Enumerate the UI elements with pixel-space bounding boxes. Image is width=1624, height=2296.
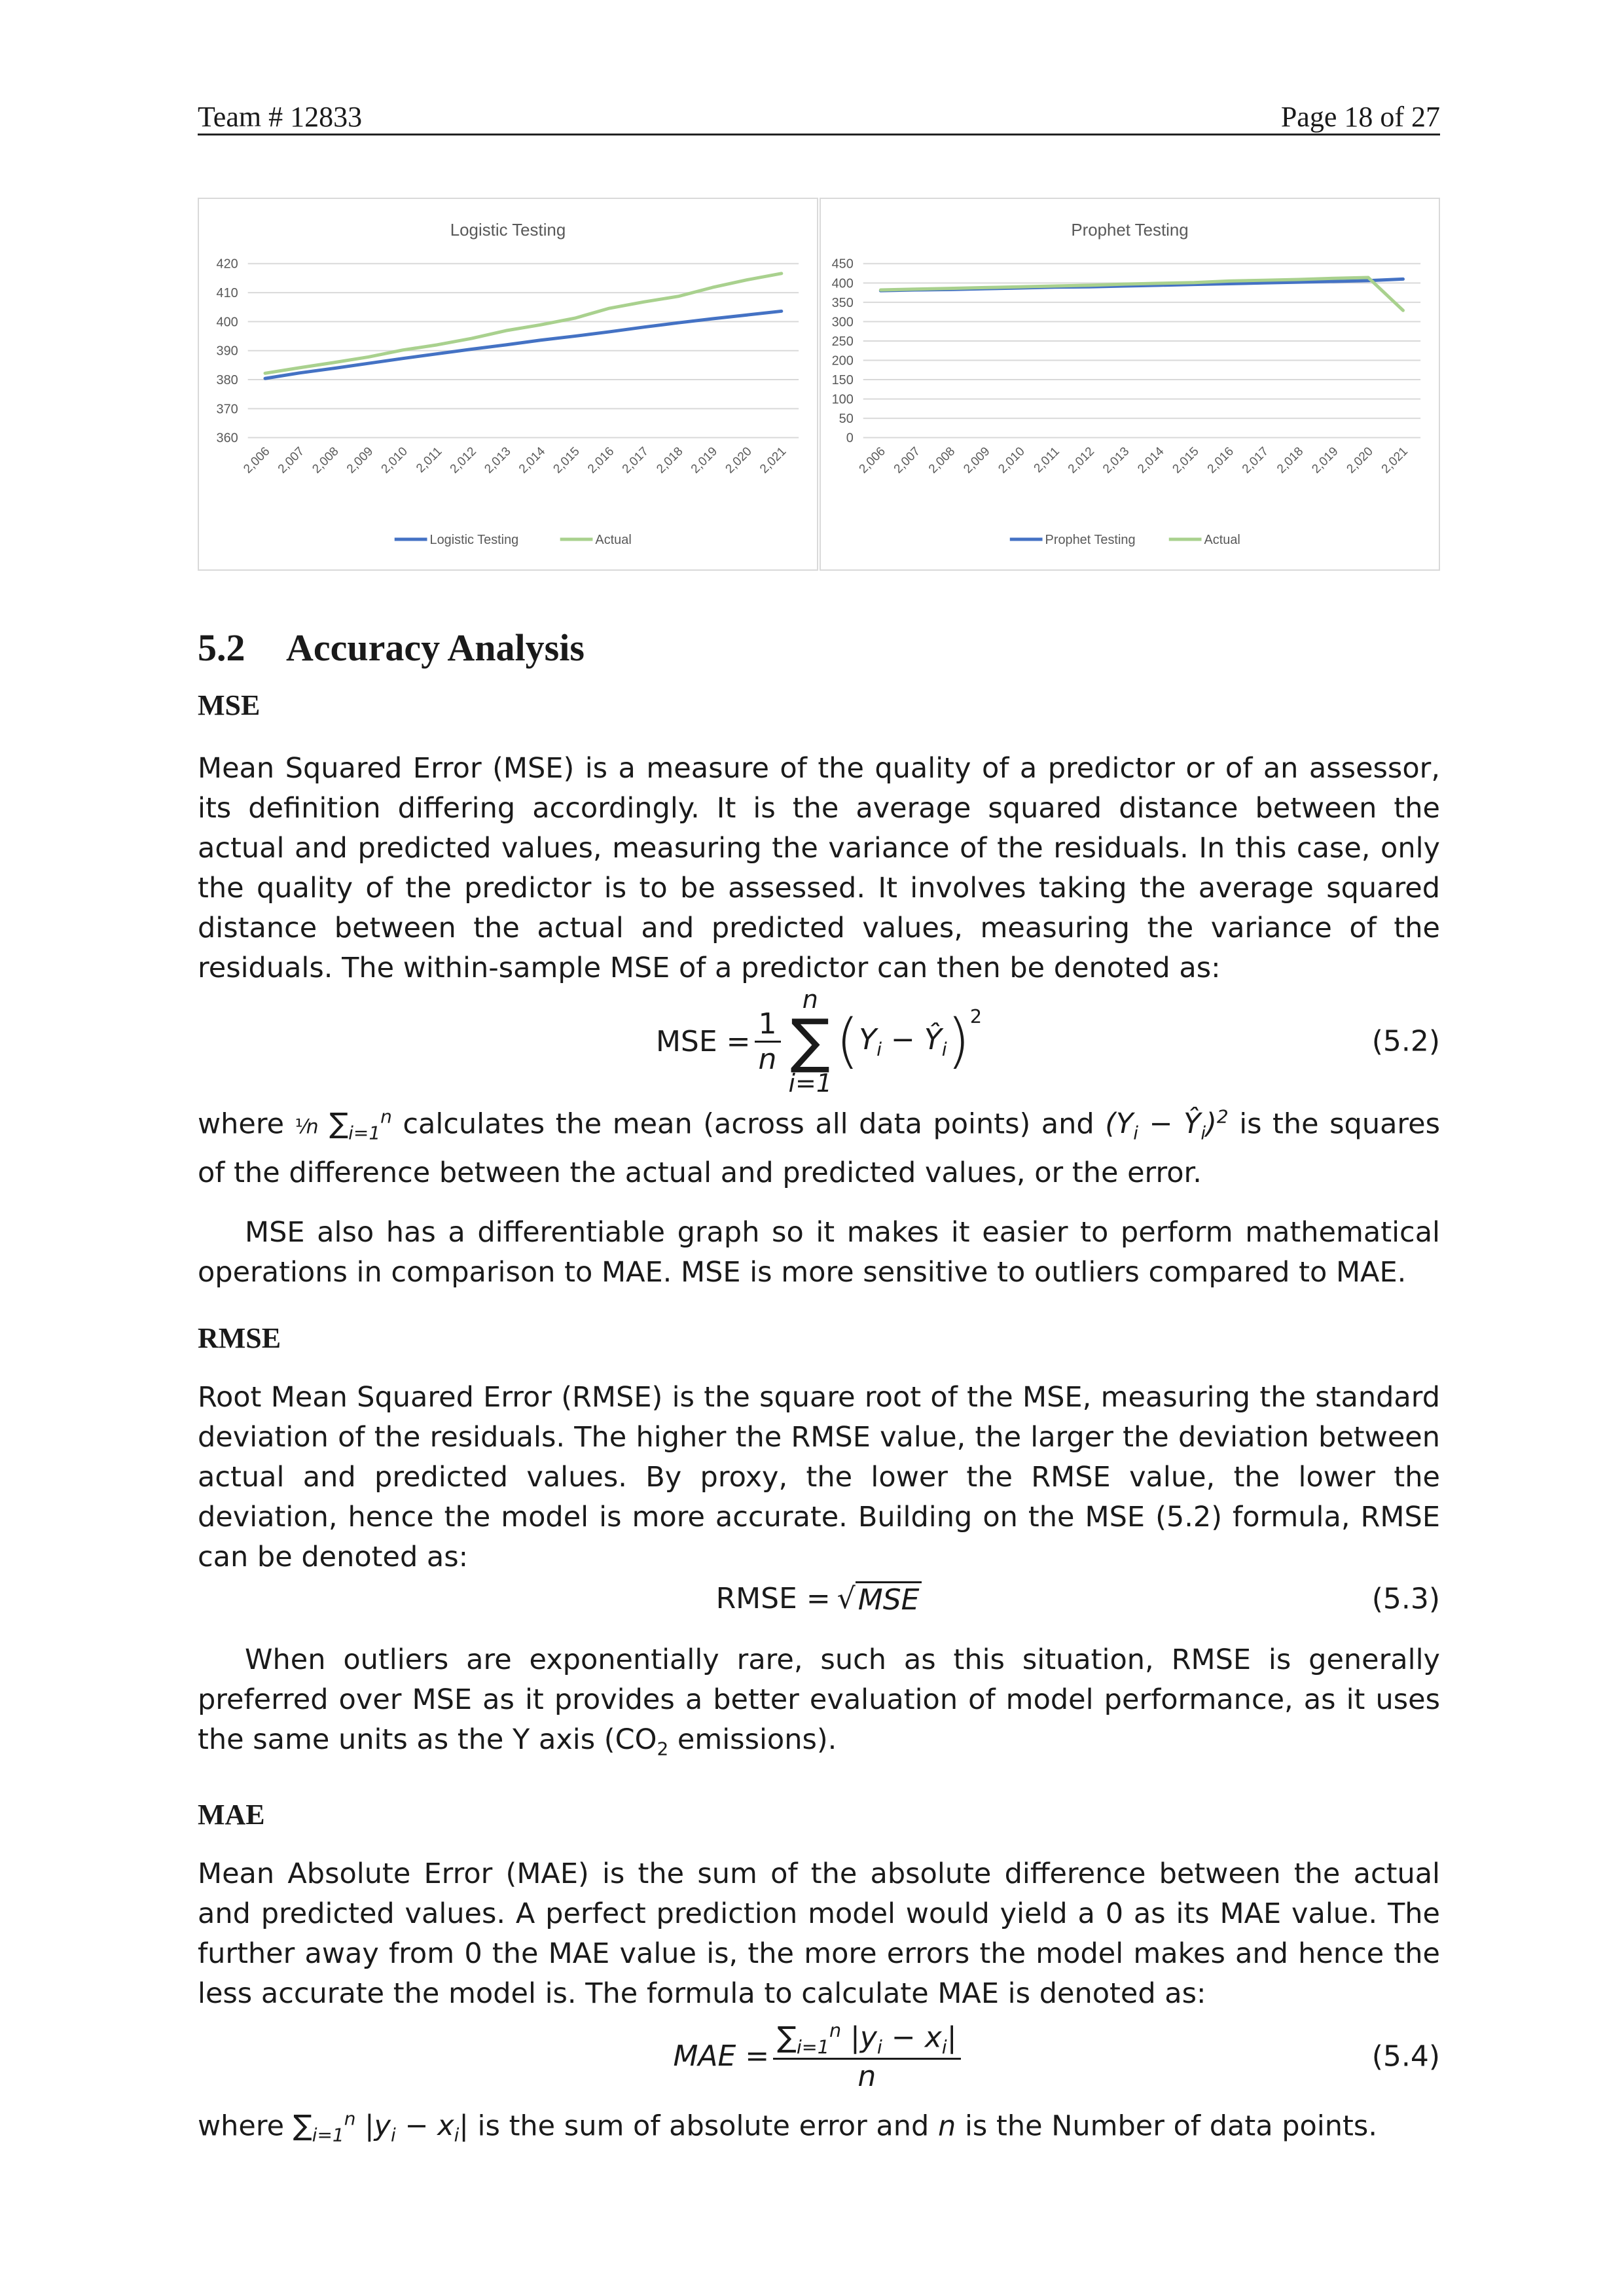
x-tick-label: 2,019 <box>688 444 721 476</box>
x-tick-label: 2,015 <box>550 444 583 476</box>
logistic-chart <box>198 198 818 571</box>
equation-tag-5-4: (5.4) <box>1371 2039 1440 2073</box>
y-tick-label: 250 <box>831 334 854 349</box>
x-tick-label: 2,014 <box>1135 444 1167 476</box>
y-tick-label: 370 <box>216 402 238 417</box>
x-tick-label: 2,012 <box>447 444 480 476</box>
x-tick-label: 2,008 <box>310 444 342 476</box>
y-tick-label: 410 <box>216 286 238 301</box>
x-tick-label: 2,011 <box>414 444 445 476</box>
x-tick-label: 2,006 <box>241 444 273 476</box>
x-tick-label: 2,009 <box>961 444 993 476</box>
y-tick-label: 380 <box>216 373 238 387</box>
chart-title: Logistic Testing <box>450 221 566 240</box>
logistic-chart-svg <box>199 199 817 569</box>
x-tick-label: 2,009 <box>344 444 376 476</box>
legend-label: Actual <box>1204 532 1240 547</box>
x-tick-label: 2,014 <box>516 444 549 476</box>
prophet-chart-svg <box>821 199 1439 569</box>
equation-5-4 <box>198 2014 1440 2099</box>
legend-label: Logistic Testing <box>429 532 519 547</box>
x-tick-label: 2,010 <box>378 444 410 476</box>
series-line-actual <box>265 274 782 373</box>
x-tick-label: 2,015 <box>1170 444 1202 476</box>
mae-eq-fraction: $\frac{\sum_{i=1}^n |y_i - x_i|}{n}$ <box>773 2019 960 2093</box>
x-tick-label: 2,012 <box>1065 444 1098 476</box>
team-number: Team # 12833 <box>198 101 363 133</box>
mse-heading: MSE <box>198 689 261 721</box>
mse-eq-fraction: $\frac{1}{n}$ <box>755 1007 781 1076</box>
y-tick-label: 0 <box>846 431 854 446</box>
y-tick-label: 50 <box>839 412 854 427</box>
y-tick-label: 300 <box>831 315 854 330</box>
y-tick-label: 350 <box>831 295 854 310</box>
mae-where-paragraph: where $\sum_{i=1}^n$ $|y_i - x_i|$ is the sum of absolute error and n is the Number of data points. <box>198 2108 1377 2146</box>
section-title: Accuracy Analysis <box>286 626 585 669</box>
mae-paragraph-1: Mean Absolute Error (MAE) is the sum of the absolute difference between the actual and predicted values. A perfect prediction model would yield a 0 as its MAE value. The further away from 0 the MAE value is, the more errors the model makes and hence the less accurate the model is. The formula to calculate MAE is denoted as: <box>198 1857 1440 2010</box>
y-tick-label: 360 <box>216 431 238 446</box>
x-tick-label: 2,011 <box>1031 444 1062 476</box>
sum-operator: n ∑ i=1 <box>788 985 833 1098</box>
y-tick-label: 100 <box>831 392 854 407</box>
chart-title: Prophet Testing <box>1071 221 1189 240</box>
x-tick-label: 2,018 <box>1274 444 1307 476</box>
rmse-eq-lhs: RMSE = <box>715 1582 831 1616</box>
legend-label: Prophet Testing <box>1045 532 1136 547</box>
mse-eq-lhs: MSE = <box>655 1024 751 1058</box>
section-heading <box>198 622 1440 674</box>
equation-5-3: RMSE = √ MSE (5.3) <box>715 1582 1440 1617</box>
equation-tag-5-2: (5.2) <box>1371 1024 1440 1058</box>
x-tick-label: 2,013 <box>1100 444 1132 476</box>
x-tick-label: 2,008 <box>926 444 958 476</box>
header-rule <box>198 134 1440 135</box>
rmse-paragraph-2: When outliers are exponentially rare, such as this situation, RMSE is generally preferred over MSE as it provides a better evaluation of model performance, as it uses the same units as the Y axis ($CO_2$ emissions). <box>198 1643 1440 1760</box>
section-number: 5.2 <box>198 626 245 669</box>
x-tick-label: 2,020 <box>1344 444 1376 476</box>
main-content <box>198 622 1440 2155</box>
y-tick-label: 420 <box>216 257 238 272</box>
x-tick-label: 2,007 <box>275 444 308 476</box>
rmse-paragraph-1: Root Mean Squared Error (RMSE) is the square root of the MSE, measuring the standard deviation of the residuals. The higher the RMSE value, the larger the deviation between actual and predicted values. By proxy, the lower the RMSE value, the lower the deviation, hence the model is more accurate. Building on the MSE (5.2) formula, RMSE can be denoted as: <box>198 1380 1440 1573</box>
x-tick-label: 2,017 <box>1239 444 1272 476</box>
mae-eq-lhs: MAE = <box>673 2039 770 2073</box>
x-tick-label: 2,016 <box>585 444 617 476</box>
legend-label: Actual <box>595 532 632 547</box>
mse-paragraph-1: Mean Squared Error (MSE) is a measure of the quality of a predictor or of an assessor, its definition differing accordingly. It is the average squared distance between the actual and predicted values, measuring the variance of the residuals. In this case, only the quality of the predictor is to be assessed. It involves taking the average squared distance between the actual and predicted values, measuring the variance of the residuals. The within-sample MSE of a predictor can then be denoted as: <box>198 752 1440 984</box>
rmse-heading: RMSE <box>198 1321 281 1354</box>
y-tick-label: 450 <box>831 257 854 272</box>
x-tick-label: 2,021 <box>1379 444 1411 476</box>
mse-where-paragraph: where ¹⁄n $\sum_{i=1}^n$ calculates the mean (across all data points) and ($Y_i$ − $Ŷ_i)^2$ is the squares of the difference between the actual and predicted values, or the error. <box>198 1106 1441 1189</box>
equation-tag-5-3: (5.3) <box>1371 1582 1440 1616</box>
mse-eq-term: $Y_i$ − $Ŷ_i$ <box>859 1022 947 1060</box>
prophet-chart <box>820 198 1440 571</box>
page-header <box>198 97 1440 134</box>
y-tick-label: 150 <box>831 373 854 387</box>
y-tick-label: 400 <box>831 276 854 291</box>
charts-row <box>198 198 1440 571</box>
mse-paragraph-2: MSE also has a differentiable graph so it makes it easier to perform mathematical operations in comparison to MAE. MSE is more sensitive to outliers compared to MAE. <box>198 1215 1440 1289</box>
x-tick-label: 2,006 <box>856 444 888 476</box>
y-tick-label: 200 <box>831 353 854 368</box>
x-tick-label: 2,010 <box>996 444 1028 476</box>
x-tick-label: 2,019 <box>1309 444 1341 476</box>
x-tick-label: 2,018 <box>654 444 686 476</box>
x-tick-label: 2,020 <box>723 444 755 476</box>
page-number: Page 18 of 27 <box>1280 101 1440 133</box>
equation-5-2: MSE = $\frac{1}{n}$ n ∑ i=1 ( $Y_i$ − $Ŷ_i$ ) $^2$ (5.2) <box>655 985 1440 1098</box>
x-tick-label: 2,017 <box>619 444 651 476</box>
x-tick-label: 2,021 <box>757 444 789 476</box>
x-tick-label: 2,013 <box>482 444 514 476</box>
x-tick-label: 2,007 <box>891 444 924 476</box>
mae-heading: MAE <box>198 1798 265 1831</box>
x-tick-label: 2,016 <box>1204 444 1236 476</box>
rmse-eq-radicand: MSE <box>856 1581 922 1617</box>
y-tick-label: 390 <box>216 344 238 359</box>
y-tick-label: 400 <box>216 315 238 330</box>
